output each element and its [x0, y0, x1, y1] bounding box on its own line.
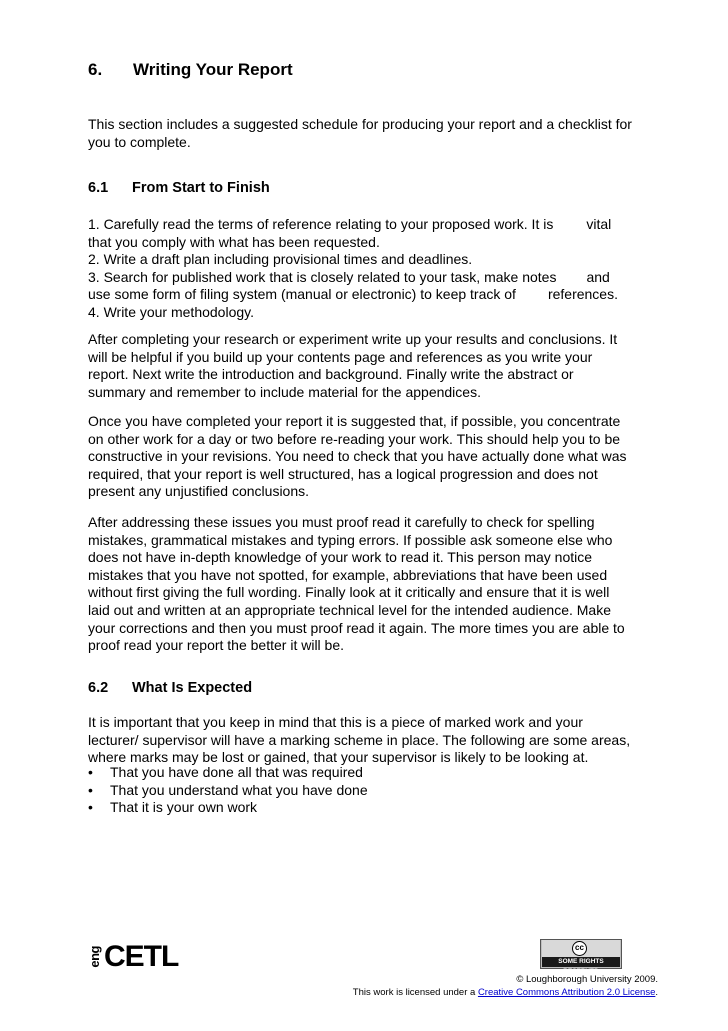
subsection-title: What Is Expected — [132, 680, 253, 696]
engcetl-logo — [88, 942, 178, 972]
section-number: 6. — [88, 60, 103, 79]
step-line: 2. Write a draft plan including provisional times and deadlines. — [88, 251, 473, 268]
paragraph-expected: It is important that you keep in mind that this is a piece of marked work and your lecturer/ supervisor will have a marking scheme in place. The following are some areas, where marks may be lost or gained, that your supervisor is likely to be looking at. — [88, 714, 631, 766]
bullet-icon: • — [88, 764, 93, 780]
step-line: 4. Write your methodology. — [88, 303, 255, 320]
logo-eng-text: eng — [87, 946, 102, 968]
bullet-list — [88, 764, 368, 817]
step-line: use some form of filing system (manual or electronic) to keep track of references. — [88, 286, 618, 303]
list-item: • That you understand what you have done — [88, 781, 368, 798]
paragraph-proof-read: After addressing these issues you must proof read it carefully to check for spelling mistakes, grammatical mistakes and typing errors. If possible ask someone else who does not have in-depth knowledge of your work to read it. This person may notice mistakes that you have not spotted, for example, abbreviations that have been used without first giving the full wording. Finally look at it critically and ensure that it is well laid out and written at an appropriate technical level for the intended audience. Make your corrections and then you must proof read it again. The more times you are able to proof read your report the better it will be. — [88, 514, 625, 654]
step-line: 3. Search for published work that is closely related to your task, make notes and — [88, 268, 610, 285]
subsection-number: 6.1 — [88, 180, 109, 196]
subsection-number: 6.2 — [88, 680, 109, 696]
subsection-heading-6-2 — [88, 680, 252, 696]
paragraph-completed-report: Once you have completed your report it is suggested that, if possible, you concentrate on other work for a day or two before re-reading your work. This should help you to be constructive in your revisions. You need to check that you have actually done what was required, that your report is well structured, has a logical progression and does not present any unjustified conclusions. — [88, 413, 627, 500]
step-line: that you comply with what has been requested. — [88, 233, 380, 250]
section-intro — [88, 116, 668, 151]
step-line: 1. Carefully read the terms of reference relating to your proposed work. It is vital — [88, 216, 612, 232]
list-item: • That you have done all that was required — [88, 764, 363, 780]
subsection-heading-6-1 — [88, 180, 270, 196]
steps-list — [88, 216, 668, 322]
creative-commons-badge[interactable] — [540, 939, 622, 975]
bullet-icon: • — [88, 799, 93, 816]
paragraph-after-research: After completing your research or experiment write up your results and conclusions. It will be helpful if you build up your contents page and references as you write your report. Next write the introduction and background. Finally write the abstract or summary and remember to include material for the appendices. — [88, 331, 618, 400]
cc-icon: cc — [572, 941, 587, 956]
text-line: This section includes a suggested schedule for producing your report and a checklist for — [88, 116, 632, 132]
bullet-icon: • — [88, 781, 93, 798]
section-title: Writing Your Report — [133, 60, 293, 79]
subsection-title: From Start to Finish — [132, 180, 270, 196]
section-heading — [88, 60, 293, 80]
license-notice: This work is licensed under a Creative Commons Attribution 2.0 License. — [352, 987, 658, 998]
list-item: • That it is your own work — [88, 799, 258, 816]
license-link[interactable]: Creative Commons Attribution 2.0 License — [477, 987, 656, 998]
copyright-notice: © Loughborough University 2009. — [516, 974, 658, 985]
text-line: you to complete. — [88, 133, 191, 150]
logo-cetl-text: CETL — [104, 940, 179, 973]
cc-badge-text: SOME RIGHTS RESERVED — [542, 957, 620, 967]
